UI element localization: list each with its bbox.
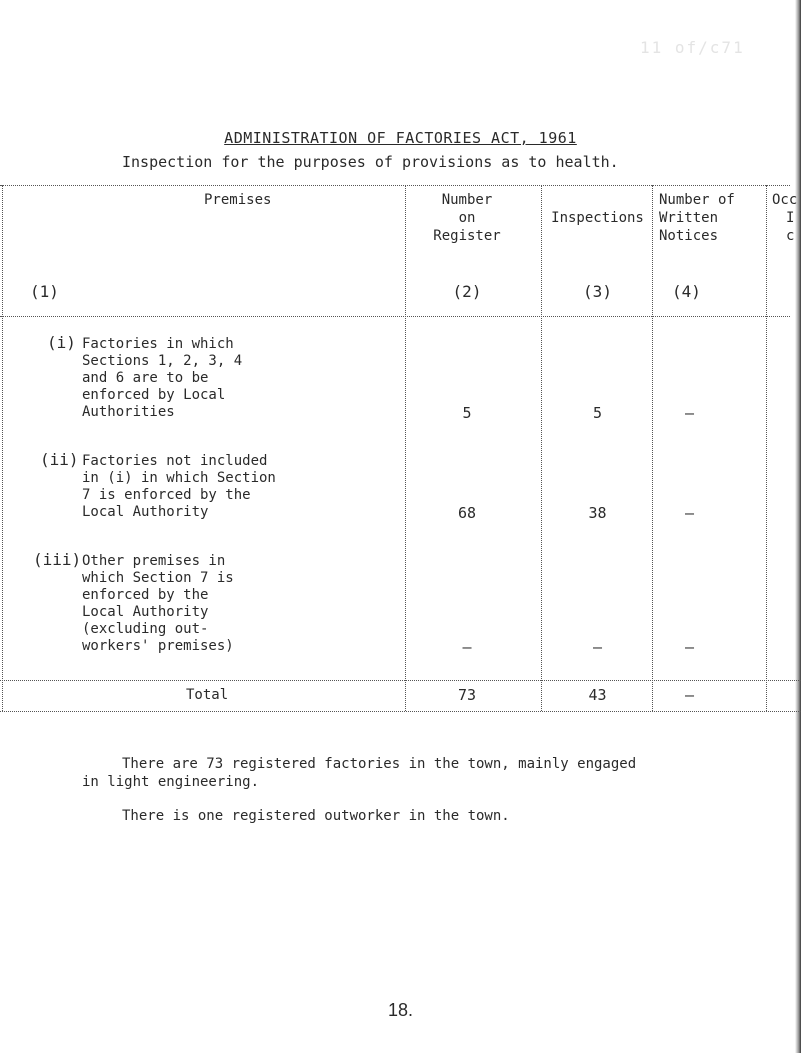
row-label-line: workers' premises) <box>82 638 234 654</box>
header-inspections-number: (3) <box>583 282 612 301</box>
inspections-value: – <box>592 638 603 656</box>
total-notices: – <box>684 686 695 704</box>
header-cut-column-line3: c <box>786 228 795 244</box>
col-divider-4 <box>766 185 767 711</box>
register-value: – <box>462 638 472 656</box>
note-paragraph-1-line-2: in light engineering. <box>82 774 260 790</box>
header-notices-line3: Notices <box>659 228 719 244</box>
header-inspections: Inspections <box>551 210 644 226</box>
register-value: 68 <box>457 504 477 522</box>
col-divider-2 <box>541 185 542 711</box>
header-register-line2: on <box>458 210 476 226</box>
header-register-line1: Number <box>441 192 493 208</box>
col-divider-1 <box>405 185 406 711</box>
header-register-line3: Register <box>433 228 501 244</box>
row-label-line: Other premises in <box>82 553 226 569</box>
row-index: (iii) <box>33 550 82 569</box>
row-label-line: Authorities <box>82 404 175 420</box>
row-label-line: Local Authority <box>82 604 209 620</box>
header-cut-column-line1: Occ <box>772 192 798 208</box>
header-cut-column-line2: I <box>786 210 795 226</box>
row-label-line: and 6 are to be <box>82 370 209 386</box>
row-label-line: in (i) in which Section <box>82 470 276 486</box>
row-label-line: 7 is enforced by the <box>82 487 251 503</box>
table-top-rule <box>0 185 790 186</box>
header-notices-line1: Number of <box>659 192 735 208</box>
row-label-line: Sections 1, 2, 3, 4 <box>82 353 243 369</box>
header-premises: Premises <box>204 192 272 208</box>
table-bottom-rule <box>0 711 801 712</box>
page-number: 18. <box>387 1000 414 1020</box>
page-edge-shadow <box>795 0 801 1053</box>
row-index: (i) <box>47 333 76 352</box>
total-top-rule <box>0 680 801 681</box>
row-index: (ii) <box>40 450 79 469</box>
total-register: 73 <box>457 686 477 704</box>
page-subtitle: Inspection for the purposes of provisions as to health. <box>122 153 619 171</box>
page-title: ADMINISTRATION OF FACTORIES ACT, 1961 <box>224 129 577 147</box>
register-value: 5 <box>462 404 472 422</box>
inspections-value: 5 <box>592 404 603 422</box>
row-label-line: Factories not included <box>82 453 268 469</box>
row-label-line: Factories in which <box>82 336 234 352</box>
total-inspections: 43 <box>588 686 607 704</box>
row-label-line: enforced by the <box>82 587 209 603</box>
notices-value: – <box>684 404 695 422</box>
header-register-number: (2) <box>452 282 482 301</box>
col-divider-3 <box>652 185 653 711</box>
note-paragraph-2: There is one registered outworker in the town. <box>122 808 510 824</box>
notices-value: – <box>684 638 695 656</box>
row-label-line: Local Authority <box>82 504 209 520</box>
row-label-line: (excluding out- <box>82 621 209 637</box>
inspections-value: 38 <box>588 504 607 522</box>
total-label: Total <box>186 687 229 703</box>
header-premises-number: (1) <box>30 282 59 301</box>
note-paragraph-1-line-1: There are 73 registered factories in the town, mainly engaged <box>122 756 637 772</box>
row-label-line: which Section 7 is <box>82 570 234 586</box>
faint-heading: 11 of/c71 <box>640 38 745 57</box>
left-border <box>2 185 3 711</box>
row-label-line: enforced by Local <box>82 387 226 403</box>
header-notices-line2: Written <box>659 210 719 226</box>
notices-value: – <box>684 504 695 522</box>
header-bottom-rule <box>0 316 790 317</box>
header-notices-number: (4) <box>672 282 701 301</box>
